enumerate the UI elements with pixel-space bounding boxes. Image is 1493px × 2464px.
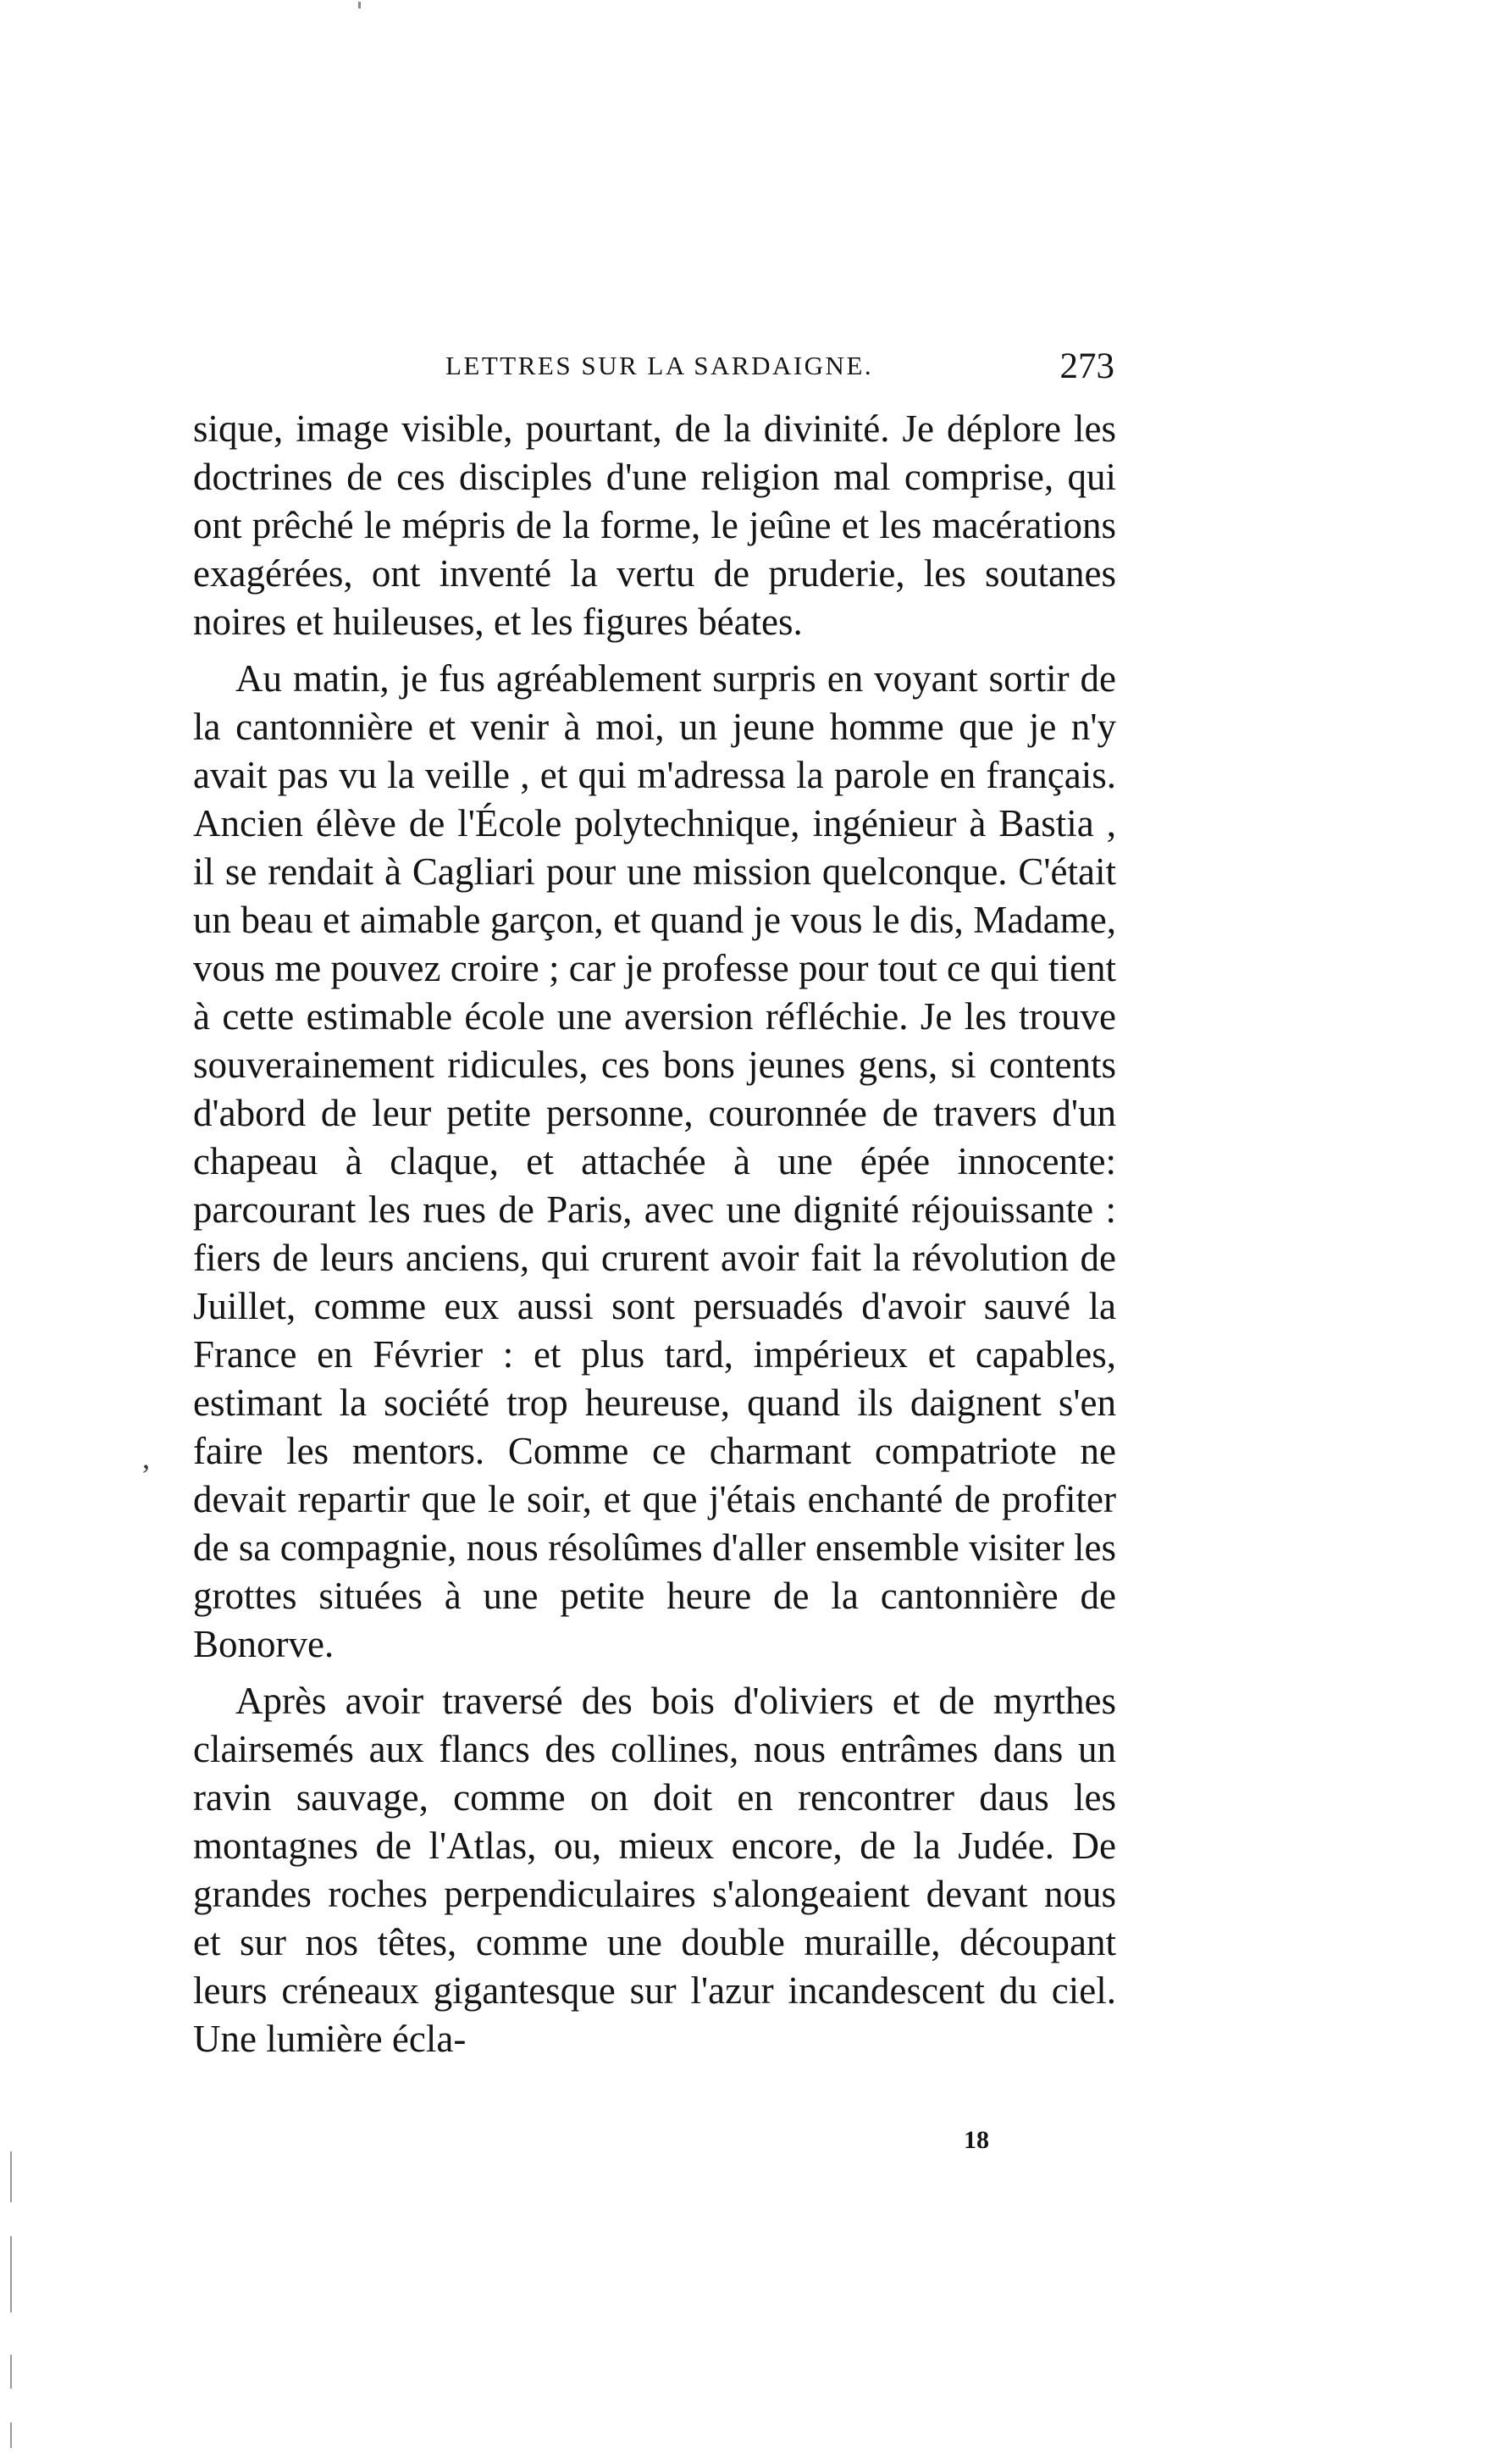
margin-line <box>10 2422 12 2448</box>
signature-mark: 18 <box>964 2126 989 2154</box>
margin-line <box>10 2355 12 2389</box>
margin-line <box>10 2236 12 2312</box>
page-number: 273 <box>1059 346 1114 386</box>
body-text <box>193 405 1116 2063</box>
margin-line <box>10 2151 12 2202</box>
running-head <box>445 346 1114 393</box>
running-title: LETTRES SUR LA SARDAIGNE. <box>445 351 874 380</box>
paragraph-1: sique, image visible, pourtant, de la divinité. Je déplore les doctrines de ces disciples d'une religion mal comprise, qui ont prêché le mépris de la forme, le jeûne et les macérations exagérées, ont inventé la vertu de pruderie, les soutanes noires et huileuses, et les figures béates. <box>193 407 1116 643</box>
scan-speck <box>358 2 361 8</box>
paragraph-2: Au matin, je fus agréablement surpris en voyant sortir de la cantonnière et venir à moi, un jeune homme que je n'y avait pas vu la veille , et qui m'adressa la parole en français. Ancien élève de l'École polytechnique, ingénieur à Bastia , il se rendait à Cagliari pour une mission quelconque. C'était un beau et aimable garçon, et quand je vous le dis, Madame, vous me pouvez croire ; car je professe pour tout ce qui tient à cette estimable école une aversion réfléchie. Je les trouve souverainement ridicules, ces bons jeunes gens, si contents d'abord de leur petite personne, couronnée de travers d'un chapeau à claque, et attachée à une épée innocente: parcourant les rues de Paris, avec une dignité réjouissante : fiers de leurs anciens, qui crurent avoir fait la révolution de Juillet, comme eux aussi sont persuadés d'avoir sauvé la France en Février : et plus tard, impérieux et capables, estimant la société trop heureuse, quand ils daignent s'en faire les mentors. Comme ce charmant compatriote ne devait repartir que le soir, et que j'étais enchanté de profiter de sa compagnie, nous résolûmes d'aller ensemble visiter les grottes situées à une petite heure de la cantonnière de Bonorve. <box>193 657 1116 1665</box>
paragraph-3: Après avoir traversé des bois d'oliviers et de myrthes clairsemés aux flancs des collines, nous entrâmes dans un ravin sauvage, comme on doit en rencontrer daus les montagnes de l'Atlas, ou, mieux encore, de la Judée. De grandes roches perpendiculaires s'alongeaient devant nous et sur nos têtes, comme une double muraille, découpant leurs créneaux gigantesque sur l'azur incandescent du ciel. Une lumière écla- <box>193 1680 1116 2060</box>
margin-speck: , <box>142 1441 150 1475</box>
